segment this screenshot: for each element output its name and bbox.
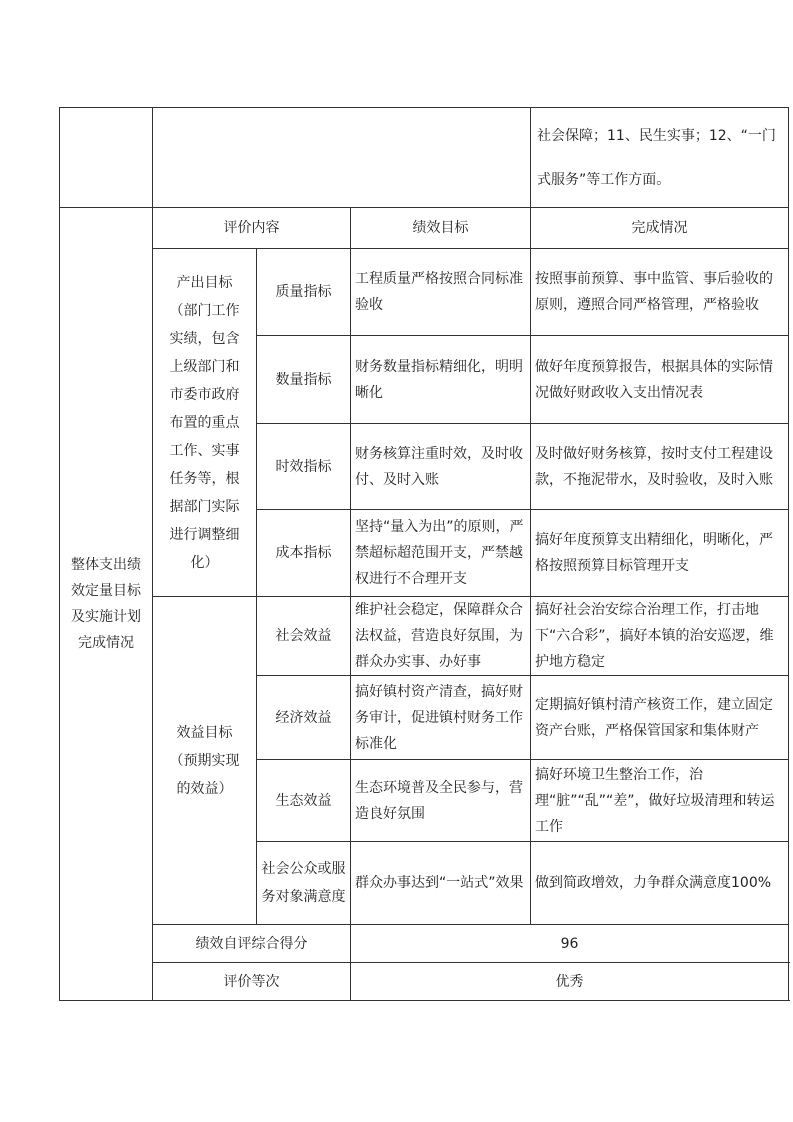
- completion-text: 做好年度预算报告，根据具体的实际情况做好财政收入支出情况表: [531, 336, 789, 424]
- target-text: 坚持“量入为出”的原则，严禁超标超范围开支，严禁越权进行不合理开支: [351, 510, 531, 597]
- target-text: 搞好镇村资产清查，搞好财务审计，促进镇村财务工作标准化: [351, 676, 531, 760]
- top-continuation-row: [60, 108, 789, 208]
- header-target: 绩效目标: [351, 208, 531, 249]
- table-row: [60, 249, 789, 336]
- completion-text: 做到简政增效，力争群众满意度100%: [531, 842, 789, 925]
- header-completion: 完成情况: [531, 208, 789, 249]
- prior-content-cell: 社会保障；11、民生实事；12、“一门式服务”等工作方面。: [531, 108, 789, 208]
- completion-text: 按照事前预算、事中监管、事后验收的原则，遵照合同严格管理，严格验收: [531, 249, 789, 336]
- table-row: [60, 597, 789, 676]
- header-content: 评价内容: [153, 208, 351, 249]
- grade-row: [60, 963, 789, 1001]
- score-value: 96: [351, 925, 789, 963]
- completion-text: 搞好环境卫生整治工作，治理“脏”“乱”“差”，做好垃圾清理和转运工作: [531, 760, 789, 842]
- header-row: [60, 208, 789, 249]
- grade-value: 优秀: [351, 963, 789, 1001]
- benefit-group-title: 效益目标（预期实现的效益）: [153, 597, 257, 925]
- target-text: 群众办事达到“一站式”效果: [351, 842, 531, 925]
- target-text: 维护社会稳定，保障群众合法权益，营造良好氛围，为群众办实事、办好事: [351, 597, 531, 676]
- indicator-name: 成本指标: [257, 510, 351, 597]
- indicator-name: 数量指标: [257, 336, 351, 424]
- indicator-name: 质量指标: [257, 249, 351, 336]
- indicator-name: 社会公众或服务对象满意度: [257, 842, 351, 925]
- target-text: 财务核算注重时效，及时收付、及时入账: [351, 424, 531, 510]
- indicator-name: 社会效益: [257, 597, 351, 676]
- target-text: 生态环境普及全民参与，营造良好氛围: [351, 760, 531, 842]
- empty-cell: [60, 108, 153, 208]
- grade-label: 评价等次: [153, 963, 351, 1001]
- completion-text: 定期搞好镇村清产核资工作，建立固定资产台账，严格保管国家和集体财产: [531, 676, 789, 760]
- section-label: 整体支出绩效定量目标及实施计划完成情况: [60, 208, 153, 1001]
- completion-text: 搞好年度预算支出精细化，明晰化，严格按照预算目标管理开支: [531, 510, 789, 597]
- indicator-name: 生态效益: [257, 760, 351, 842]
- score-row: [60, 925, 789, 963]
- performance-evaluation-table: [59, 107, 789, 1001]
- indicator-name: 时效指标: [257, 424, 351, 510]
- target-text: 财务数量指标精细化，明明晰化: [351, 336, 531, 424]
- score-label: 绩效自评综合得分: [153, 925, 351, 963]
- indicator-name: 经济效益: [257, 676, 351, 760]
- completion-text: 搞好社会治安综合治理工作，打击地下“六合彩”，搞好本镇的治安巡逻，维护地方稳定: [531, 597, 789, 676]
- empty-cell: [153, 108, 531, 208]
- output-group-title: 产出目标（部门工作实绩，包含上级部门和市委市政府布置的重点工作、实事任务等，根据部门实际进行调整细化）: [153, 249, 257, 597]
- completion-text: 及时做好财务核算，按时支付工程建设款，不拖泥带水，及时验收，及时入账: [531, 424, 789, 510]
- target-text: 工程质量严格按照合同标准验收: [351, 249, 531, 336]
